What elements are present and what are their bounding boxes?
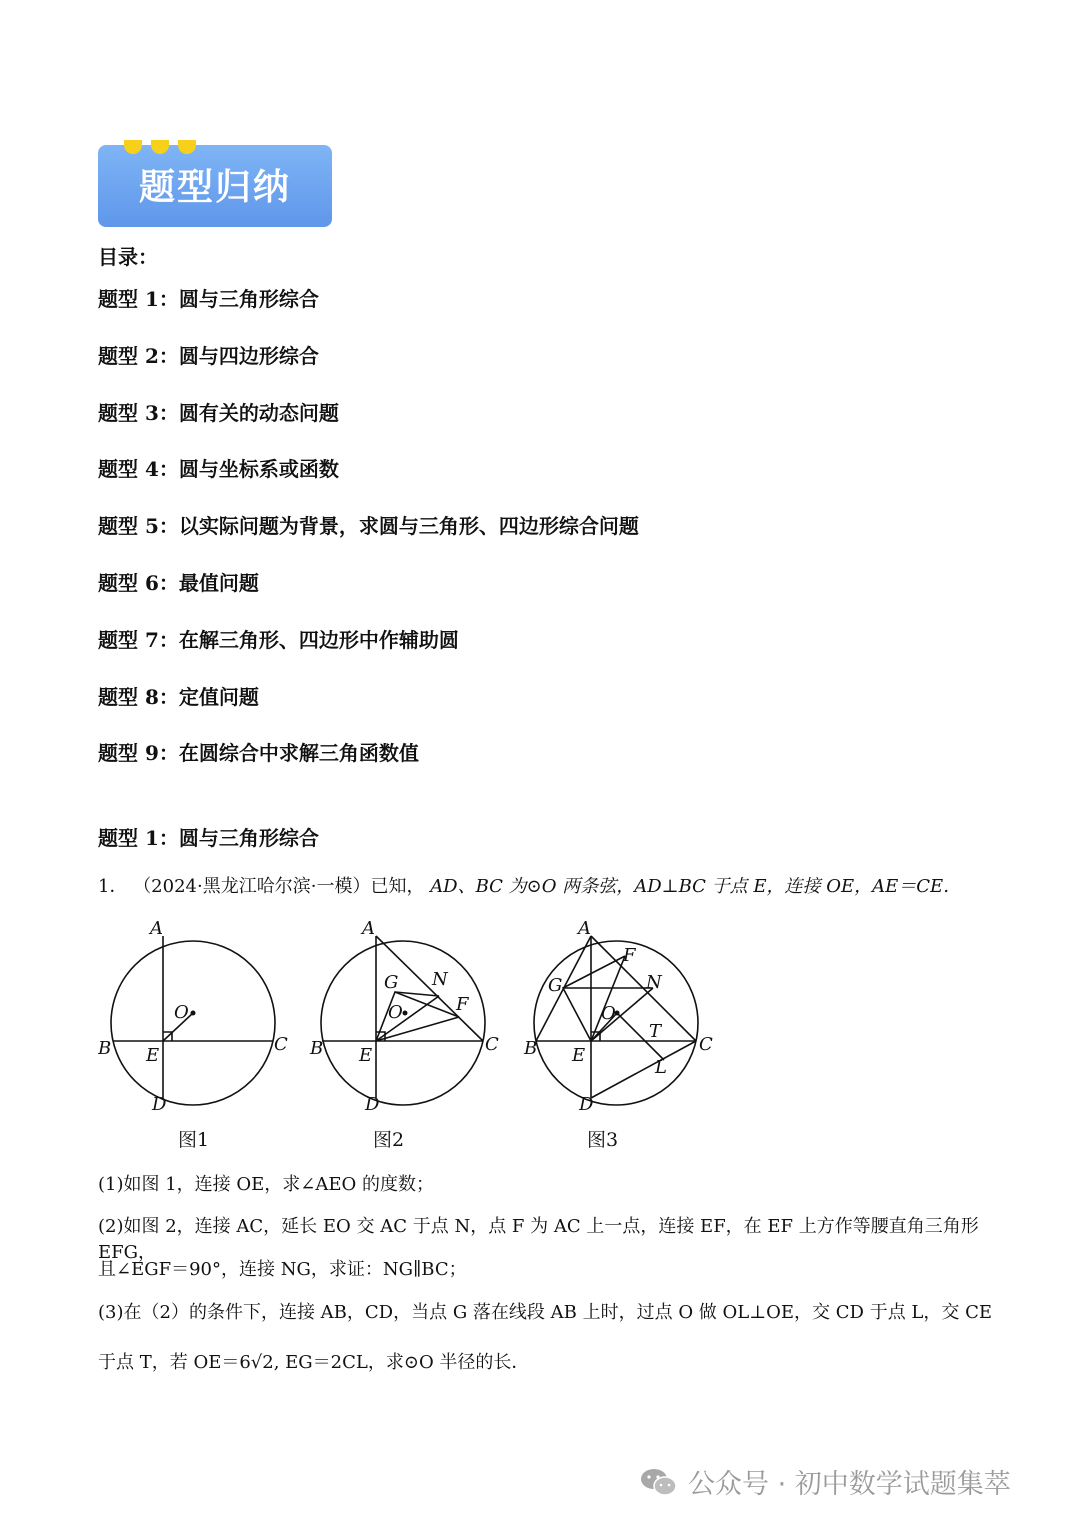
fig1-label: C <box>274 1034 288 1055</box>
fig1-center-point <box>191 1011 196 1016</box>
fig3-circle <box>534 941 698 1105</box>
problem-part-2-line-2: 且∠EGF＝90°，连接 NG，求证：NG∥BC； <box>98 1259 467 1280</box>
problem-stem-text: AD、BC 为⊙O 两条弦，AD⊥BC 于点 E，连接 OE，AE＝CE． <box>430 876 962 897</box>
toc-item[interactable]: 题型 1：圆与三角形综合 <box>98 287 319 311</box>
fig2-label: B <box>310 1038 324 1059</box>
fig3-label: A <box>578 918 591 939</box>
problem-part-3-line-1: (3)在（2）的条件下，连接 AB，CD，当点 G 落在线段 AB 上时，过点 O 做 OL⊥OE，交 CD 于点 L，交 CE <box>98 1302 993 1323</box>
fig3-label: L <box>655 1057 667 1078</box>
section-banner <box>98 145 332 227</box>
fig2-label: O <box>388 1002 403 1023</box>
fig3-label: C <box>699 1034 713 1055</box>
problem-number: 1． <box>98 876 128 897</box>
fig1-label: B <box>98 1038 112 1059</box>
wechat-icon <box>640 1467 678 1497</box>
toc-item[interactable]: 题型 5：以实际问题为背景，求圆与三角形、四边形综合问题 <box>98 514 639 539</box>
toc-item[interactable]: 题型 3：圆有关的动态问题 <box>98 400 339 425</box>
problem-source: （2024·黑龙江哈尔滨·一模）已知， <box>133 876 425 897</box>
fig1-label: E <box>146 1045 160 1066</box>
fig3-label: N <box>646 972 662 993</box>
problem-part-2-line-1: (2)如图 2，连接 AC，延长 EO 交 AC 于点 N，点 F 为 AC 上一点，连接 EF，在 EF 上方作等腰直角三角形 EFG， <box>98 1216 979 1263</box>
toc-item[interactable]: 题型 2：圆与四边形综合 <box>98 343 319 368</box>
fig2-caption: 图2 <box>373 1129 405 1151</box>
problem-part-1: (1)如图 1，连接 OE，求∠AEO 的度数； <box>98 1174 434 1195</box>
fig3-segment-egf <box>563 956 625 1041</box>
fig1-circle <box>111 941 275 1105</box>
problem-stem <box>98 872 998 898</box>
fig2-label: E <box>359 1045 373 1066</box>
fig1-label: A <box>150 918 163 939</box>
fig1-label: D <box>152 1094 167 1115</box>
section-title: 题型 1：圆与三角形综合 <box>98 826 319 850</box>
fig3-label: O <box>601 1003 616 1024</box>
watermark-text: 公众号 · 初中数学试题集萃 <box>688 1469 1011 1500</box>
fig2-label: C <box>485 1034 499 1055</box>
fig2-circle <box>321 941 485 1105</box>
fig1-caption: 图1 <box>178 1129 210 1151</box>
fig1-label: O <box>174 1002 189 1023</box>
geometry-figures <box>98 918 718 1118</box>
table-of-contents <box>98 283 639 794</box>
fig2-label: N <box>432 969 448 990</box>
watermark <box>640 1462 1011 1501</box>
banner-title: 题型归纳 <box>138 167 291 208</box>
fig3-label: E <box>572 1045 586 1066</box>
toc-label: 目录： <box>98 245 158 269</box>
figures <box>98 918 718 1158</box>
fig3-chord-cd <box>591 1041 696 1098</box>
toc-item[interactable]: 题型 7：在解三角形、四边形中作辅助圆 <box>98 627 459 652</box>
fig3-label: F <box>623 945 636 966</box>
fig3-caption: 图3 <box>587 1129 619 1151</box>
toc-item[interactable]: 题型 4：圆与坐标系或函数 <box>98 457 339 482</box>
toc-item[interactable]: 题型 6：最值问题 <box>98 570 259 595</box>
fig2-center-point <box>403 1011 408 1016</box>
problem-part-3-line-2: 于点 T，若 OE＝6√2, EG＝2CL，求⊙O 半径的长． <box>98 1352 530 1373</box>
fig3-segment-ef <box>591 956 625 1041</box>
fig3-label: D <box>579 1094 594 1115</box>
toc-item[interactable]: 题型 9：在圆综合中求解三角函数值 <box>98 741 419 766</box>
fig3-label: T <box>649 1021 662 1042</box>
fig3-label: G <box>548 975 563 996</box>
fig2-label: G <box>384 972 399 993</box>
fig2-label: F <box>456 994 469 1015</box>
toc-item[interactable]: 题型 8：定值问题 <box>98 684 259 709</box>
fig3-label: B <box>524 1038 538 1059</box>
fig2-label: D <box>365 1094 380 1115</box>
fig2-label: A <box>362 918 375 939</box>
